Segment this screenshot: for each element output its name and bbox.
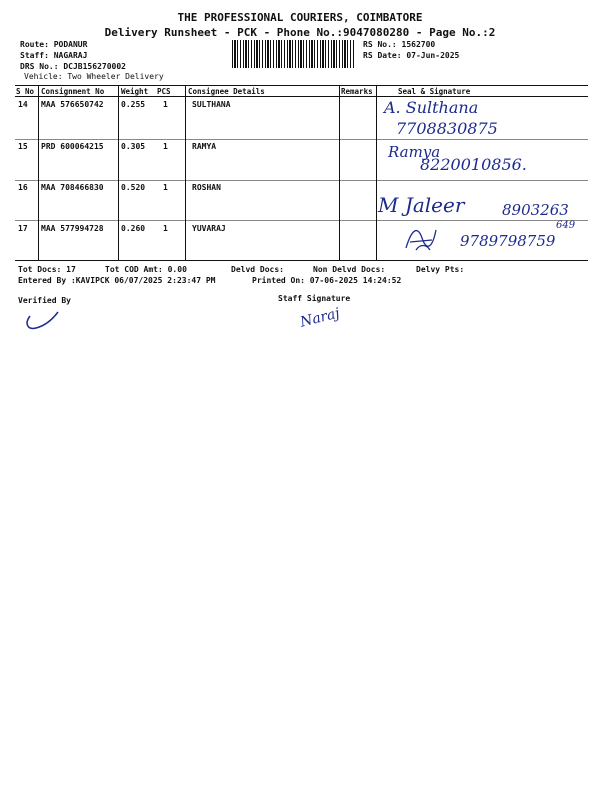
- cell-weight: 0.260: [121, 224, 146, 233]
- cell-consignee: SULTHANA: [192, 100, 231, 109]
- col-header-sno: S No: [16, 87, 35, 96]
- cell-weight: 0.520: [121, 183, 146, 192]
- row-divider: [15, 180, 588, 181]
- document-title: THE PROFESSIONAL COURIERS, COIMBATORE: [177, 11, 423, 24]
- total-cod-amount: Tot COD Amt: 0.00: [105, 265, 187, 274]
- document-subtitle: Delivery Runsheet - PCK - Phone No.:9047080280 - Page No.:2: [104, 26, 496, 39]
- vehicle-label: Vehicle: Two Wheeler Delivery: [24, 72, 164, 81]
- column-divider: [376, 85, 377, 260]
- drs-number: DRS No.: DCJB156270002: [20, 62, 126, 71]
- handwritten-phone: 9789798759: [460, 232, 556, 250]
- printed-on: Printed On: 07-06-2025 14:24:52: [252, 276, 402, 285]
- handwritten-phone: 7708830875: [396, 119, 498, 138]
- column-divider: [118, 85, 119, 260]
- cell-sno: 16: [18, 183, 28, 192]
- route-label: Route: PODANUR: [20, 40, 88, 49]
- barcode-image: [232, 40, 354, 68]
- delivered-docs: Delvd Docs:: [231, 265, 284, 274]
- entered-by: Entered By :KAVIPCK 06/07/2025 2:23:47 PM: [18, 276, 216, 285]
- row-divider: [15, 139, 588, 140]
- non-delivered-docs: Non Delvd Docs:: [313, 265, 386, 274]
- cell-sno: 17: [18, 224, 28, 233]
- handwritten-note: 649: [556, 220, 576, 231]
- cell-consignee: RAMYA: [192, 142, 217, 151]
- delivery-points: Delvy Pts:: [416, 265, 465, 274]
- handwritten-phone: 8903263: [502, 201, 569, 219]
- col-header-remarks: Remarks: [341, 87, 373, 96]
- cell-consignment: MAA 708466830: [41, 183, 104, 192]
- handwritten-signature: A. Sulthana: [384, 98, 479, 117]
- staff-signature-scribble: Naraj: [298, 305, 342, 331]
- col-header-consignee: Consignee Details: [188, 87, 265, 96]
- cell-consignment: MAA 577994728: [41, 224, 104, 233]
- cell-pcs: 1: [163, 224, 168, 233]
- handwritten-scribble: [402, 224, 438, 254]
- staff-signature-label: Staff Signature: [278, 294, 351, 303]
- handwritten-signature: Ramya: [388, 143, 441, 161]
- cell-pcs: 1: [163, 183, 168, 192]
- cell-consignment: PRD 600064215: [41, 142, 104, 151]
- cell-pcs: 1: [163, 100, 168, 109]
- col-header-weight: Weight: [121, 87, 149, 96]
- handwritten-phone: 8220010856.: [420, 155, 527, 174]
- cell-consignee: ROSHAN: [192, 183, 221, 192]
- cell-weight: 0.305: [121, 142, 146, 151]
- col-header-consignment: Consignment No: [41, 87, 105, 96]
- rs-number: RS No.: 1562700: [363, 40, 436, 49]
- column-divider: [339, 85, 340, 260]
- cell-sno: 14: [18, 100, 28, 109]
- col-header-pcs: PCS: [157, 87, 171, 96]
- rs-date: RS Date: 07-Jun-2025: [363, 51, 460, 60]
- cell-pcs: 1: [163, 142, 168, 151]
- table-header-border: [15, 96, 588, 97]
- cell-weight: 0.255: [121, 100, 146, 109]
- col-header-signature: Seal & Signature: [398, 87, 471, 96]
- cell-sno: 15: [18, 142, 28, 151]
- handwritten-signature: M Jaleer: [378, 193, 465, 217]
- verified-signature-scribble: [22, 308, 62, 332]
- column-divider: [185, 85, 186, 260]
- table-bottom-border: [15, 260, 588, 261]
- table-top-border: [15, 85, 588, 86]
- staff-label: Staff: NAGARAJ: [20, 51, 88, 60]
- row-divider: [15, 220, 588, 221]
- column-divider: [38, 85, 39, 260]
- total-docs: Tot Docs: 17: [18, 265, 76, 274]
- cell-consignment: MAA 576650742: [41, 100, 104, 109]
- verified-by-label: Verified By: [18, 296, 71, 305]
- cell-consignee: YUVARAJ: [192, 224, 226, 233]
